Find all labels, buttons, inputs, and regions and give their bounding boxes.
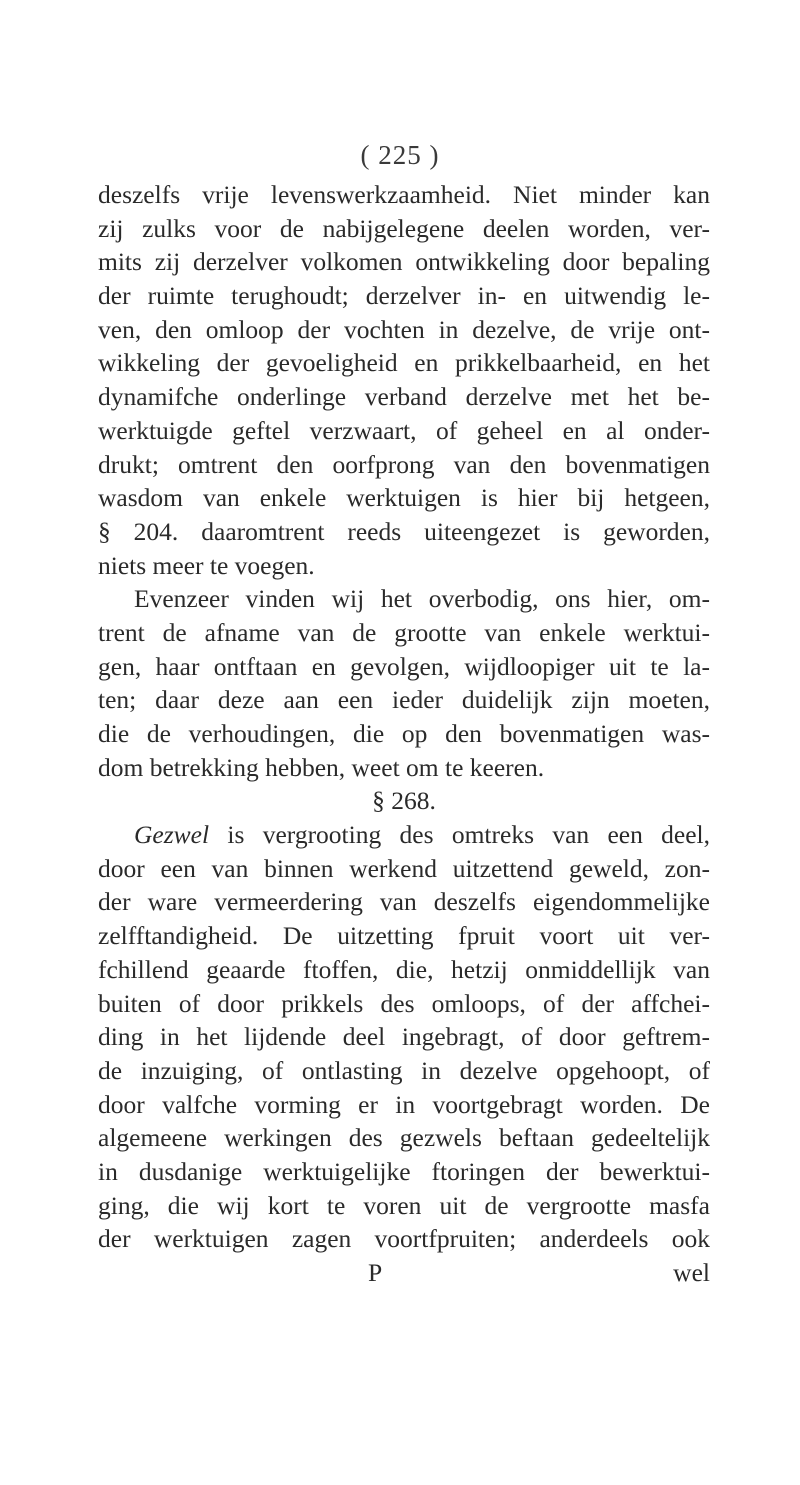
text-line: dom betrekking hebben, weet om te keeren. (98, 752, 545, 782)
text-line: in dusdanige werktuigelijke ftoringen der bewerktui- (98, 1156, 710, 1186)
text-line: wikkeling der gevoeligheid en prikkelbaarheid, en het (98, 348, 710, 378)
body-text (98, 178, 710, 1290)
text-line: trent de afname van de grootte van enkele werktui- (98, 617, 710, 647)
text-line: deszelfs vrije levenswerkzaamheid. Niet minder kan (98, 180, 710, 209)
text-line: der werktuigen zagen voortfpruiten; anderdeels ook (98, 1224, 710, 1254)
text-line: dynamifche onderlinge verband derzelve met het be- (98, 382, 710, 412)
section-heading: § 268. (372, 786, 436, 816)
text-line: door een van binnen werkend uitzettend geweld, zon- (98, 853, 710, 883)
paragraph-first-line: Evenzeer vinden wij het overbodig, ons hier, om- (134, 584, 710, 614)
text-run: is vergrooting des omtreks van een deel, (209, 820, 710, 850)
page-number: ( 225 ) (360, 140, 440, 170)
text-line: der ruimte terughoudt; derzelver in- en uitwendig le- (98, 281, 710, 311)
text-line: der ware vermeerdering van deszelfs eigendommelijke (98, 887, 710, 917)
text-line: zelfftandigheid. De uitzetting fpruit voort uit ver- (98, 921, 710, 951)
text-line: drukt; omtrent den oorfprong van den bovenmatigen (98, 449, 710, 479)
text-line: ten; daar deze aan een ieder duidelijk zijn moeten, (98, 685, 710, 715)
signature-mark: P (368, 1258, 383, 1287)
text-line: wasdom van enkele werktuigen is hier bij hetgeen, (98, 483, 710, 513)
text-line: ging, die wij kort te voren uit de vergrootte masfa (98, 1190, 710, 1220)
text-line: werktuigde geftel verzwaart, of geheel en al onder- (98, 415, 710, 445)
paragraph-first-line (98, 818, 710, 852)
text-line: zij zulks voor de nabijgelegene deelen worden, ver- (98, 213, 710, 243)
page-footer (98, 1256, 710, 1290)
text-line: ding in het lijdende deel ingebragt, of door geftrem- (98, 1022, 710, 1052)
text-line: gen, haar ontftaan en gevolgen, wijdloopiger uit te la- (98, 651, 710, 681)
text-line: § 204. daaromtrent reeds uiteengezet is geworden, (98, 516, 710, 546)
italic-term: Gezwel (134, 820, 210, 850)
text-line: die de verhoudingen, die op den bovenmatigen was- (98, 719, 710, 748)
text-line: de inzuiging, of ontlasting in dezelve opgehoopt, of (98, 1055, 710, 1085)
text-line: door valfche vorming er in voortgebragt worden. De (98, 1089, 710, 1119)
text-line: ven, den omloop der vochten in dezelve, de vrije ont- (98, 314, 710, 344)
catchword: wel (673, 1258, 710, 1287)
text-line: fchillend geaarde ftoffen, die, hetzij onmiddellijk van (98, 954, 710, 984)
text-line: niets meer te voegen. (98, 550, 315, 580)
text-line: buiten of door prikkels des omloops, of der affchei- (98, 988, 710, 1018)
text-line: mits zij derzelver volkomen ontwikkeling door bepaling (98, 247, 710, 277)
text-line: algemeene werkingen des gezwels beftaan gedeeltelijk (98, 1123, 710, 1153)
